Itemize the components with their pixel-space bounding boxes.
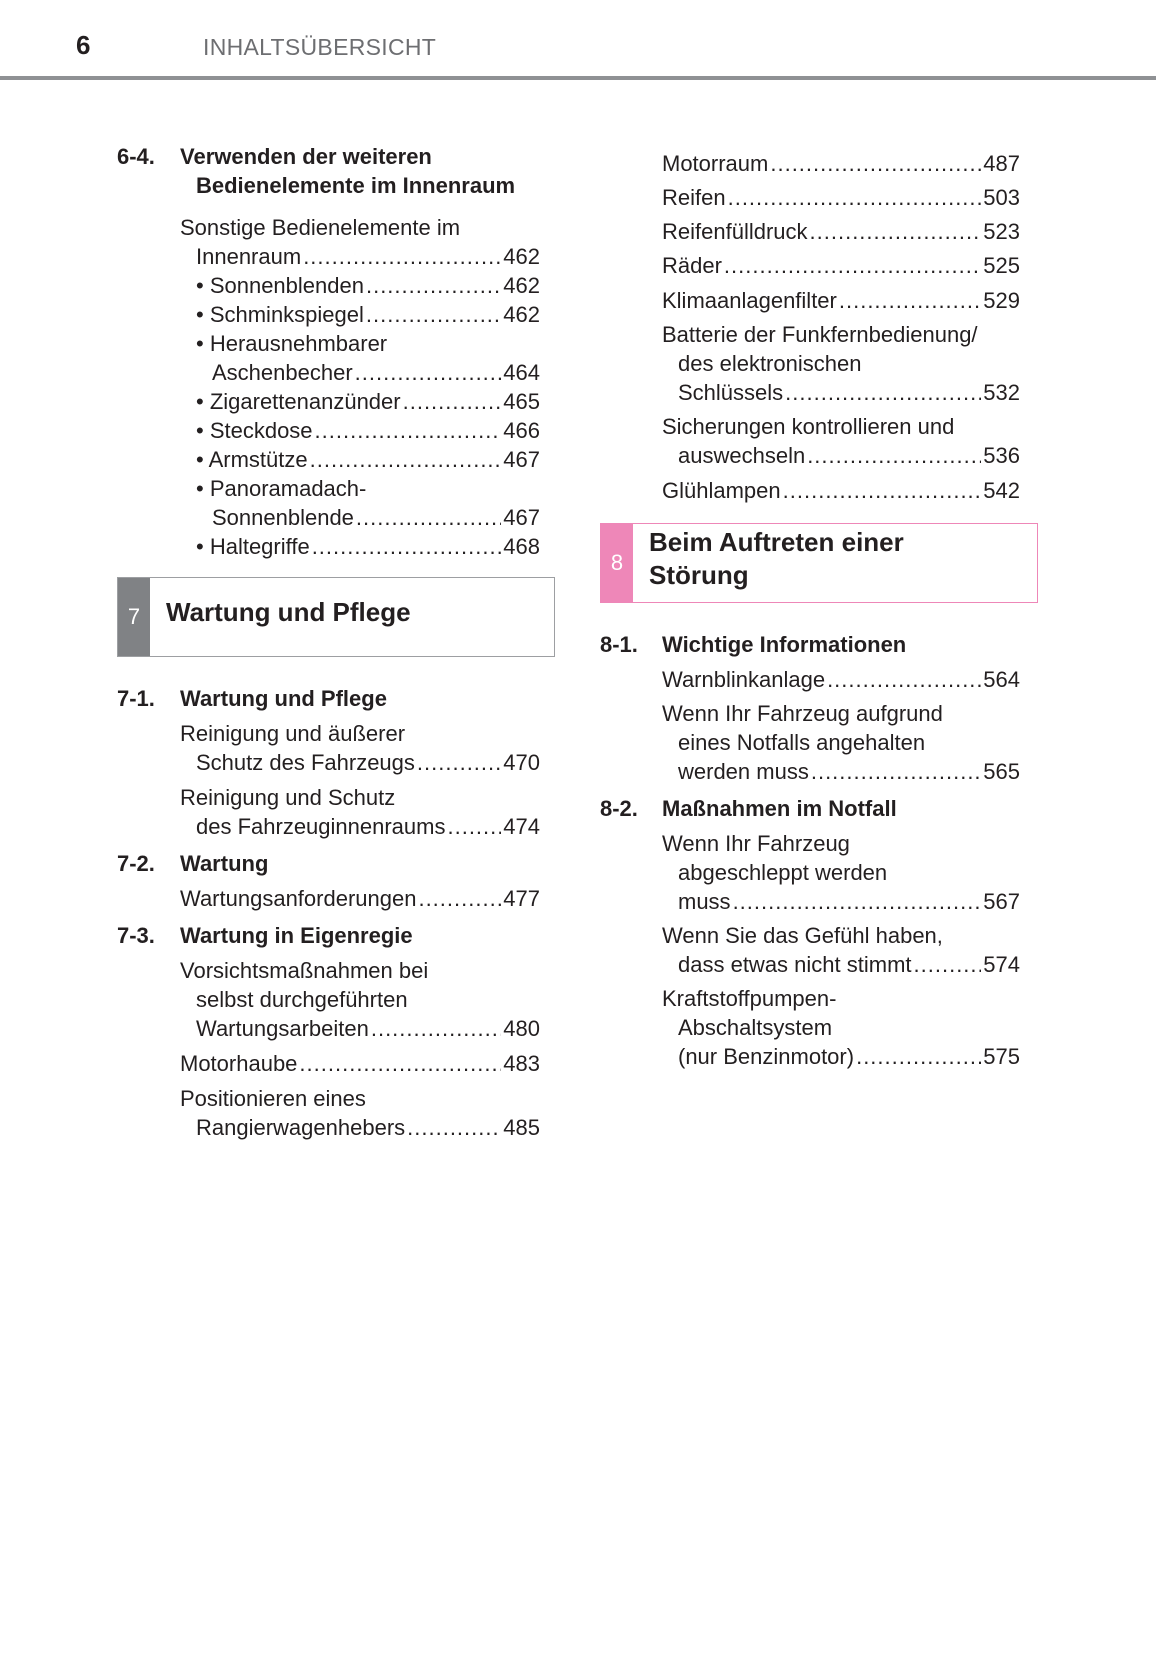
toc-entry-label: des Fahrzeuginnenraums	[196, 814, 446, 839]
chapter-7-tab: 7	[118, 578, 150, 656]
toc-page-number: 477	[503, 886, 540, 911]
leader-dots	[724, 252, 981, 280]
leader-dots	[856, 1043, 981, 1071]
toc-entry-text: • Panoramadach-	[196, 476, 367, 501]
toc-entry-label: • Sonnenblenden	[196, 273, 364, 298]
toc-page-number: 542	[983, 478, 1020, 503]
leader-dots	[770, 150, 981, 178]
toc-entry-motorraum[interactable]	[662, 150, 1020, 178]
toc-page-number: 575	[983, 1044, 1020, 1069]
leader-dots	[827, 666, 981, 694]
page-number: 6	[76, 30, 91, 60]
toc-entry-raeder[interactable]	[662, 252, 1020, 280]
chapter-8-tab: 8	[601, 524, 633, 602]
toc-page-number: 523	[983, 219, 1020, 244]
toc-entry-label: • Zigarettenanzünder	[196, 389, 401, 414]
toc-entry-text: Sicherungen kontrollieren und	[662, 414, 955, 439]
toc-entry-label: Rangierwagenhebers	[196, 1115, 406, 1140]
toc-entry-haltegriffe[interactable]	[196, 533, 540, 561]
leader-dots	[733, 888, 982, 916]
leader-dots	[807, 442, 981, 470]
toc-page-number: 529	[983, 288, 1020, 313]
toc-entry-text: • Herausnehmbarer	[196, 331, 388, 356]
section-number-7-1: 7-1.	[117, 686, 155, 711]
toc-page-number: 474	[503, 814, 540, 839]
toc-entry-text: des elektronischen	[678, 351, 862, 376]
toc-entry-label: werden muss	[678, 759, 809, 784]
toc-page-number: 532	[983, 380, 1020, 405]
toc-entry-label: Glühlampen	[662, 478, 781, 503]
chapter-8-title-cont: Störung	[649, 560, 749, 590]
leader-dots	[914, 951, 982, 979]
section-title-6-4: Verwenden der weiteren	[180, 144, 432, 169]
leader-dots	[839, 287, 981, 315]
toc-entry-muss[interactable]	[678, 888, 1020, 916]
toc-page-number: 567	[983, 889, 1020, 914]
toc-entry-label: Sonnenblende	[212, 505, 354, 530]
leader-dots	[366, 301, 501, 329]
leader-dots	[783, 477, 982, 505]
toc-entry-label: dass etwas nicht stimmt	[678, 952, 912, 977]
toc-entry-label: • Haltegriffe	[196, 534, 310, 559]
toc-page-number: 485	[503, 1115, 540, 1140]
section-number-6-4: 6-4.	[117, 144, 155, 169]
leader-dots	[355, 359, 502, 387]
toc-entry-wartungsarbeiten[interactable]	[196, 1015, 540, 1043]
section-title-7-1: Wartung und Pflege	[180, 686, 387, 711]
toc-entry-schluessels[interactable]	[678, 379, 1020, 407]
section-number-7-2: 7-2.	[117, 851, 155, 876]
toc-entry-text: Sonstige Bedienelemente im	[180, 215, 461, 240]
section-title-7-2: Wartung	[180, 851, 269, 876]
toc-entry-text: Wenn Sie das Gefühl haben,	[662, 923, 943, 948]
toc-page-number: 564	[983, 667, 1020, 692]
toc-entry-armstuetze[interactable]	[196, 446, 540, 474]
toc-entry-text: abgeschleppt werden	[678, 860, 888, 885]
toc-entry-label: • Steckdose	[196, 418, 313, 443]
toc-entry-werden-muss[interactable]	[678, 758, 1020, 786]
toc-entry-label: muss	[678, 889, 731, 914]
leader-dots	[312, 533, 502, 561]
toc-entry-label: Innenraum	[196, 244, 302, 269]
toc-entry-text: Wenn Ihr Fahrzeug	[662, 831, 850, 856]
leader-dots	[728, 184, 982, 212]
leader-dots	[315, 417, 502, 445]
toc-page-number: 574	[983, 952, 1020, 977]
toc-entry-label: Motorhaube	[180, 1051, 298, 1076]
toc-entry-label: • Schminkspiegel	[196, 302, 364, 327]
toc-entry-text: Wenn Ihr Fahrzeug aufgrund	[662, 701, 943, 726]
toc-page-number: 470	[503, 750, 540, 775]
toc-entry-label: Schlüssels	[678, 380, 784, 405]
toc-entry-label: Aschenbecher	[212, 360, 353, 385]
leader-dots	[299, 1050, 501, 1078]
toc-entry-reifenfuelldruck[interactable]	[662, 218, 1020, 246]
toc-page-number: 467	[503, 505, 540, 530]
toc-entry-label: Wartungsarbeiten	[196, 1016, 369, 1041]
section-number-8-1: 8-1.	[600, 632, 638, 657]
toc-page-number: 465	[503, 389, 540, 414]
toc-entry-label: Reifen	[662, 185, 726, 210]
chapter-8-title: Beim Auftreten einer	[649, 527, 904, 557]
leader-dots	[366, 272, 501, 300]
toc-page-number: 525	[983, 253, 1020, 278]
toc-entry-sonnenblenden[interactable]	[196, 272, 540, 300]
toc-entry-steckdose[interactable]	[196, 417, 540, 445]
toc-entry-aschenbecher[interactable]	[212, 359, 540, 387]
leader-dots	[303, 243, 501, 271]
toc-entry-zigarettenanzuender[interactable]	[196, 388, 540, 416]
toc-entry-schminkspiegel[interactable]	[196, 301, 540, 329]
running-header: INHALTSÜBERSICHT	[203, 34, 437, 60]
toc-page-number: 503	[983, 185, 1020, 210]
leader-dots	[403, 388, 502, 416]
header-rule	[0, 76, 1156, 80]
toc-page-number: 462	[503, 302, 540, 327]
toc-entry-text: Kraftstoffpumpen-	[662, 986, 837, 1011]
toc-entry-gluehlampen[interactable]	[662, 477, 1020, 505]
leader-dots	[407, 1114, 501, 1142]
toc-entry-benzinmotor[interactable]	[678, 1043, 1020, 1071]
section-title-7-3: Wartung in Eigenregie	[180, 923, 413, 948]
toc-entry-label: Klimaanlagenfilter	[662, 288, 837, 313]
toc-page-number: 487	[983, 151, 1020, 176]
toc-page-number: 565	[983, 759, 1020, 784]
section-number-7-3: 7-3.	[117, 923, 155, 948]
leader-dots	[447, 813, 501, 841]
toc-entry-text: Vorsichtsmaßnahmen bei	[180, 958, 429, 983]
toc-page-number: 462	[503, 273, 540, 298]
toc-entry-innenraum[interactable]	[196, 243, 540, 271]
section-title-8-1: Wichtige Informationen	[662, 632, 907, 657]
leader-dots	[810, 218, 982, 246]
toc-entry-reifen[interactable]	[662, 184, 1020, 212]
toc-entry-label: Räder	[662, 253, 722, 278]
chapter-8-box[interactable]	[600, 523, 1038, 603]
section-title-6-4-cont: Bedienelemente im Innenraum	[196, 173, 516, 198]
leader-dots	[310, 446, 502, 474]
leader-dots	[356, 504, 501, 532]
toc-entry-motorhaube[interactable]	[180, 1050, 540, 1078]
toc-page-number: 483	[503, 1051, 540, 1076]
toc-entry-label: Reifenfülldruck	[662, 219, 808, 244]
toc-entry-label: Wartungsanforderungen	[180, 886, 417, 911]
toc-entry-text: Reinigung und Schutz	[180, 785, 396, 810]
toc-entry-rangierwagenheber[interactable]	[196, 1114, 540, 1142]
leader-dots	[418, 885, 501, 913]
toc-entry-label: Motorraum	[662, 151, 769, 176]
toc-entry-schutz-fahrzeug[interactable]	[196, 749, 540, 777]
toc-entry-sonnenblende[interactable]	[212, 504, 540, 532]
toc-entry-warnblinkanlage[interactable]	[662, 666, 1020, 694]
toc-entry-klimaanlagenfilter[interactable]	[662, 287, 1020, 315]
leader-dots	[785, 379, 981, 407]
leader-dots	[811, 758, 981, 786]
toc-entry-fahrzeuginnenraum[interactable]	[196, 813, 540, 841]
toc-page-number: 464	[503, 360, 540, 385]
toc-page-number: 480	[503, 1016, 540, 1041]
toc-entry-text: Batterie der Funkfernbedienung/	[662, 322, 978, 347]
chapter-7-title: Wartung und Pflege	[166, 597, 411, 627]
toc-entry-text: Reinigung und äußerer	[180, 721, 406, 746]
toc-page-number: 466	[503, 418, 540, 443]
toc-entry-label: auswechseln	[678, 443, 806, 468]
toc-entry-label: Schutz des Fahrzeugs	[196, 750, 415, 775]
toc-page-number: 536	[983, 443, 1020, 468]
toc-entry-text: selbst durchgeführten	[196, 987, 408, 1012]
toc-page-number: 468	[503, 534, 540, 559]
toc-entry-wartungsanforderungen[interactable]	[180, 885, 540, 913]
section-title-8-2: Maßnahmen im Notfall	[662, 796, 897, 821]
chapter-7-box[interactable]	[117, 577, 555, 657]
leader-dots	[417, 749, 501, 777]
toc-page-number: 467	[503, 447, 540, 472]
section-number-8-2: 8-2.	[600, 796, 638, 821]
toc-entry-label: • Armstütze	[196, 447, 308, 472]
toc-entry-auswechseln[interactable]	[678, 442, 1020, 470]
toc-entry-text: Abschaltsystem	[678, 1015, 833, 1040]
leader-dots	[371, 1015, 501, 1043]
toc-entry-nicht-stimmt[interactable]	[678, 951, 1020, 979]
toc-entry-text: eines Notfalls angehalten	[678, 730, 926, 755]
toc-page-number: 462	[503, 244, 540, 269]
toc-entry-label: Warnblinkanlage	[662, 667, 826, 692]
toc-entry-label: (nur Benzinmotor)	[678, 1044, 855, 1069]
toc-entry-text: Positionieren eines	[180, 1086, 366, 1111]
